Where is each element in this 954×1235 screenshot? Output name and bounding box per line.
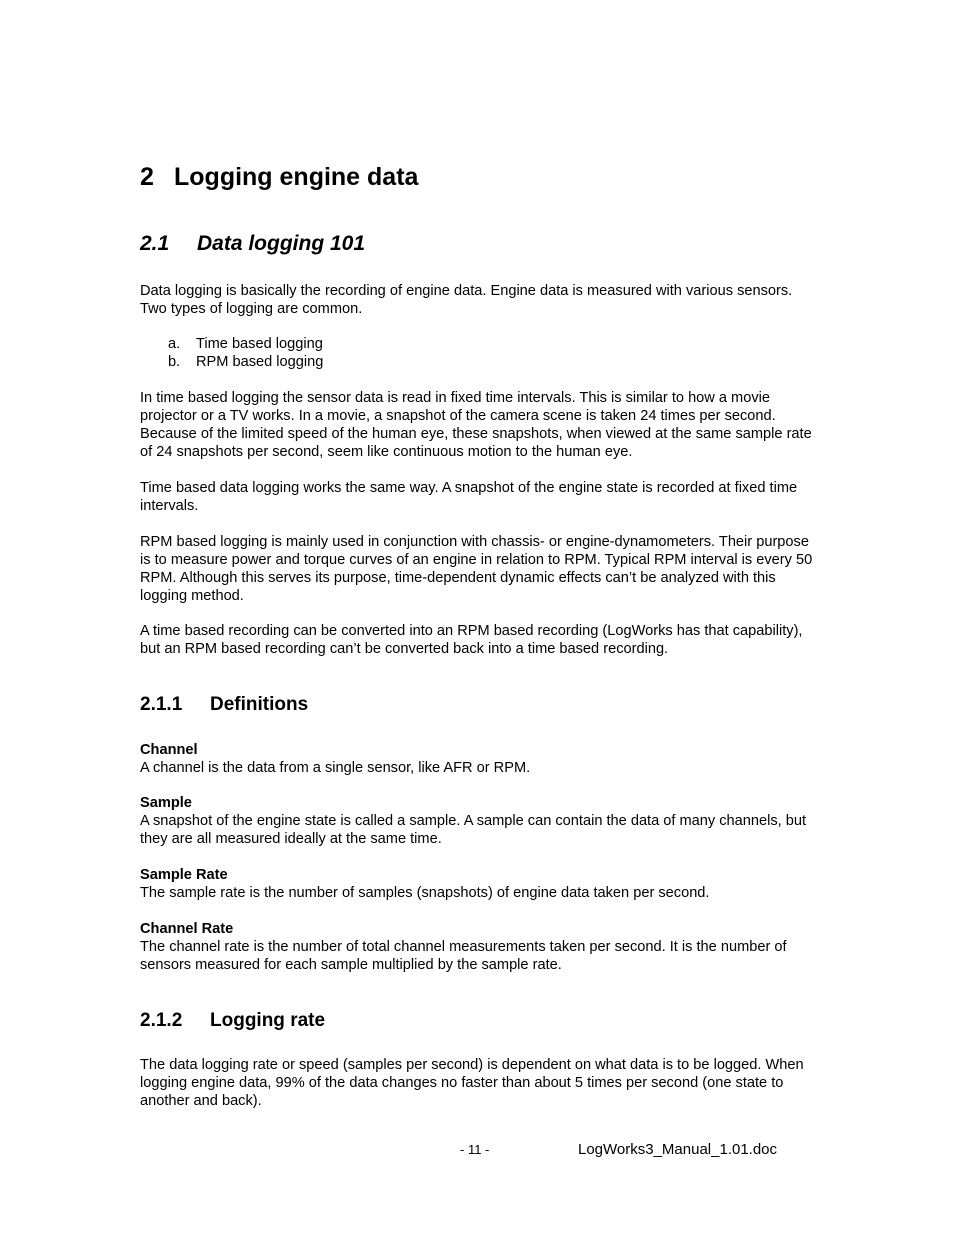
logging-types-list	[168, 335, 323, 371]
chapter-heading	[140, 163, 418, 192]
paragraph-time-based-logging: Time based data logging works the same way. A snapshot of the engine state is recorded at fixed time intervals.	[140, 480, 798, 514]
definition-term: Sample	[140, 795, 192, 811]
definition-text: The sample rate is the number of samples (snapshots) of engine data taken per second.	[140, 885, 710, 901]
intro-paragraph: Data logging is basically the recording of engine data. Engine data is measured with various sensors. Two types of logging are common.	[140, 283, 793, 317]
definitions-title: Definitions	[210, 694, 309, 715]
logging-rate-number: 2.1.2	[140, 1010, 183, 1031]
list-item	[168, 335, 323, 353]
logging-rate-heading	[140, 1010, 325, 1032]
list-marker: b.	[168, 354, 181, 370]
list-text: RPM based logging	[196, 354, 324, 370]
document-page	[140, 0, 820, 1235]
section-number: 2.1	[140, 232, 170, 255]
definition-text: The channel rate is the number of total channel measurements taken per second. It is the number of sensors measured for each sample multiplied by the sample rate.	[140, 939, 787, 973]
section-heading	[140, 232, 365, 256]
definition-term: Sample Rate	[140, 867, 228, 883]
definition-text: A channel is the data from a single sensor, like AFR or RPM.	[140, 760, 531, 776]
definitions-heading	[140, 694, 308, 716]
list-item	[168, 353, 323, 371]
chapter-title: Logging engine data	[174, 163, 419, 191]
list-marker: a.	[168, 336, 181, 352]
paragraph-conversion: A time based recording can be converted into an RPM based recording (LogWorks has that capability), but an RPM based recording can’t be converted back into a time based recording.	[140, 623, 803, 657]
definition-term: Channel	[140, 742, 198, 758]
paragraph-time-based: In time based logging the sensor data is read in fixed time intervals. This is similar to how a movie projector or a TV works. In a movie, a snapshot of the camera scene is taken 24 times per second. Because of the limited speed of the human eye, these snapshots, when viewed at the same sample rate of 24 snapshots per second, seem like continuous motion to the human eye.	[140, 390, 812, 460]
logging-rate-title: Logging rate	[210, 1010, 326, 1031]
paragraph-rpm-based: RPM based logging is mainly used in conjunction with chassis- or engine-dynamometers. Their purpose is to measure power and torque curves of an engine in relation to RPM. Typical RPM interval is every 50 RPM. Although this serves its purpose, time-dependent dynamic effects can’t be analyzed with this logging method.	[140, 534, 813, 604]
document-filename: LogWorks3_Manual_1.01.doc	[578, 1141, 778, 1158]
chapter-number: 2	[140, 163, 154, 191]
section-title: Data logging 101	[197, 232, 366, 255]
definition-term: Channel Rate	[140, 921, 234, 937]
definition-text: A snapshot of the engine state is called a sample. A sample can contain the data of many channels, but they are all measured ideally at the same time.	[140, 813, 807, 847]
page-number: - 11 -	[460, 1142, 490, 1157]
list-text: Time based logging	[196, 336, 323, 352]
definitions-number: 2.1.1	[140, 694, 183, 715]
logging-rate-paragraph: The data logging rate or speed (samples per second) is dependent on what data is to be logged. When logging engine data, 99% of the data changes no faster than about 5 times per second (one state to another and back).	[140, 1057, 804, 1109]
